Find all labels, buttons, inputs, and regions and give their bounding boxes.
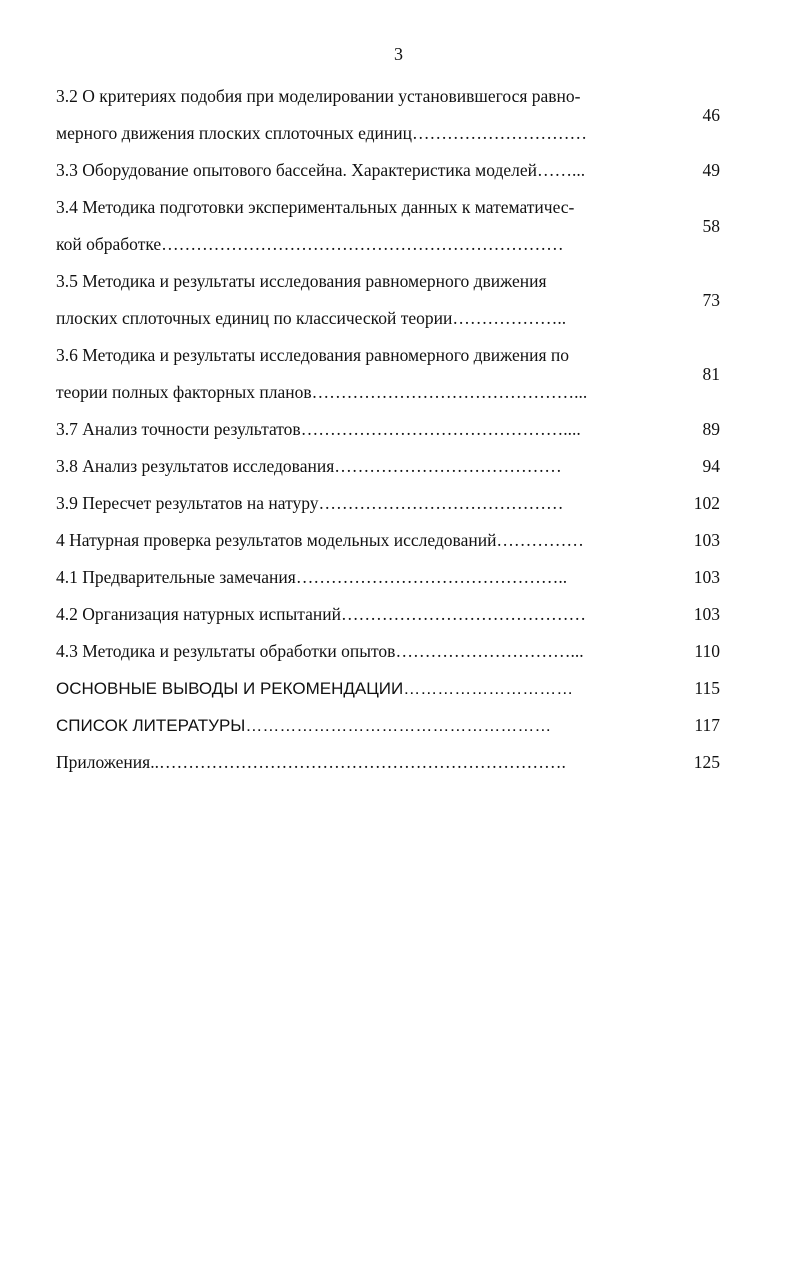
toc-entry-page: 110	[694, 641, 720, 661]
page-number: 3	[394, 44, 403, 64]
toc-entry-line: 3.9 Пересчет результатов на натуру……………………………………	[56, 493, 564, 513]
toc-entry-3-4[interactable]	[56, 189, 720, 263]
toc-entry-line: 4 Натурная проверка результатов модельных исследований……………	[56, 530, 584, 550]
toc-entry-page: 103	[693, 604, 720, 624]
toc-entry-3-5[interactable]	[56, 263, 720, 337]
toc-entry-line: СПИСОК ЛИТЕРАТУРЫ………………………………………………	[56, 716, 552, 735]
toc-entry-4[interactable]	[56, 522, 720, 559]
toc-entry-4-1[interactable]	[56, 559, 720, 596]
toc-entry-3-2[interactable]	[56, 78, 720, 152]
toc-entry-line: 3.8 Анализ результатов исследования…………………………………	[56, 456, 562, 476]
toc-entry-line: 3.4 Методика подготовки экспериментальных данных к математичес-	[56, 197, 575, 217]
toc-entry-text	[56, 522, 668, 559]
toc-entry-text	[56, 78, 668, 152]
toc-entry-page: 89	[702, 419, 720, 439]
toc-entry-page: 58	[702, 215, 720, 236]
toc-entry-line: 3.3 Оборудование опытового бассейна. Характеристика моделей……...	[56, 160, 586, 180]
toc-entry-4-3[interactable]	[56, 633, 720, 670]
toc-entry-page: 49	[702, 160, 720, 180]
toc-entry-references[interactable]	[56, 707, 720, 744]
toc-entry-text	[56, 559, 668, 596]
toc-entry-line: теории полных факторных планов………………………………………...	[56, 382, 588, 402]
toc-entry-line: 3.5 Методика и результаты исследования равномерного движения	[56, 271, 547, 291]
toc-entry-page: 73	[702, 289, 720, 310]
toc-entry-text	[56, 670, 668, 707]
toc-entry-3-7[interactable]	[56, 411, 720, 448]
toc-entry-text	[56, 152, 668, 189]
toc-entry-page: 46	[702, 104, 720, 125]
toc-entry-3-6[interactable]	[56, 337, 720, 411]
toc-entry-line: 3.6 Методика и результаты исследования равномерного движения по	[56, 345, 570, 365]
toc-entry-text	[56, 485, 668, 522]
toc-entry-conclusions[interactable]	[56, 670, 720, 707]
toc-entry-page: 103	[693, 530, 720, 550]
toc-entry-text	[56, 189, 668, 263]
toc-entry-page: 103	[693, 567, 720, 587]
toc-entry-text	[56, 263, 668, 337]
toc-entry-text	[56, 411, 668, 448]
toc-entry-page: 125	[693, 752, 720, 772]
toc-entry-text	[56, 744, 668, 781]
toc-entry-line: Приложения..…………………………………………………………….	[56, 752, 566, 772]
toc-entry-3-8[interactable]	[56, 448, 720, 485]
toc-entry-line: 4.2 Организация натурных испытаний……………………………………	[56, 604, 586, 624]
toc-entry-page: 94	[702, 456, 720, 476]
toc-entry-text	[56, 707, 668, 744]
toc-entry-3-3[interactable]	[56, 152, 720, 189]
toc-entry-line: 3.2 О критериях подобия при моделировании установившегося равно-	[56, 86, 581, 106]
toc-entry-page: 102	[693, 493, 720, 513]
toc-entry-line: 4.1 Предварительные замечания………………………………………..	[56, 567, 568, 587]
toc-entry-line: плоских сплоточных единиц по классической теории………………..	[56, 308, 567, 328]
toc-entry-line: 4.3 Методика и результаты обработки опытов…………………………...	[56, 641, 584, 661]
toc-entry-line: мерного движения плоских сплоточных единиц…………………………	[56, 123, 587, 143]
toc-entry-page: 81	[702, 363, 720, 384]
toc-entry-page: 115	[694, 678, 720, 698]
toc-entry-appendices[interactable]	[56, 744, 720, 781]
toc-entry-page: 117	[694, 715, 720, 735]
toc-entry-line: кой обработке……………………………………………………………	[56, 234, 564, 254]
toc-entry-line: 3.7 Анализ точности результатов………………………………………....	[56, 419, 581, 439]
toc-entry-text	[56, 337, 668, 411]
toc-entry-3-9[interactable]	[56, 485, 720, 522]
toc-entry-text	[56, 596, 668, 633]
table-of-contents	[56, 78, 720, 781]
toc-entry-4-2[interactable]	[56, 596, 720, 633]
toc-entry-text	[56, 633, 668, 670]
toc-entry-text	[56, 448, 668, 485]
toc-entry-line: ОСНОВНЫЕ ВЫВОДЫ И РЕКОМЕНДАЦИИ…………………………	[56, 679, 574, 698]
